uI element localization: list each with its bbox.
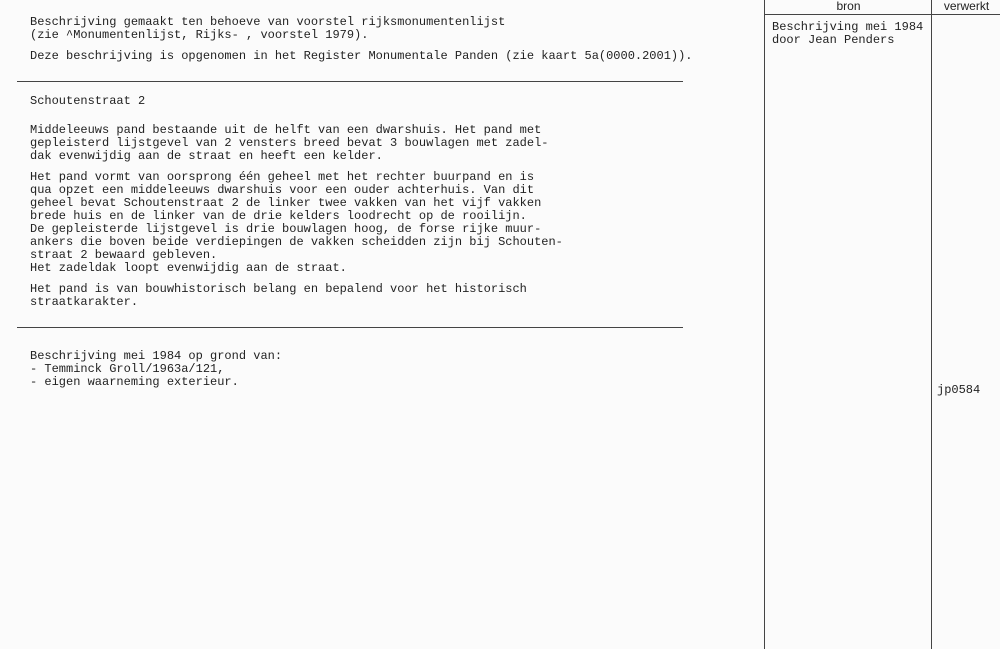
description-line: Het pand is van bouwhistorisch belang en bepalend voor het historisch — [30, 282, 527, 296]
description-line: qua opzet een middeleeuws dwarshuis voor een ouder achterhuis. Van dit — [30, 183, 535, 197]
sources-line-3: - eigen waarneming exterieur. — [30, 375, 239, 389]
bron-line-1: Beschrijving mei 1984 — [772, 20, 924, 34]
description-line: gepleisterd lijstgevel van 2 vensters breed bevat 3 bouwlagen met zadel- — [30, 136, 549, 150]
bron-line-2: door Jean Penders — [772, 33, 895, 47]
address-heading: Schoutenstraat 2 — [30, 94, 146, 108]
section-divider-1 — [17, 81, 683, 82]
description-line: De gepleisterde lijstgevel is drie bouwlagen hoog, de forse rijke muur- — [30, 222, 542, 236]
bron-column-right-rule — [931, 0, 932, 649]
section-divider-2 — [17, 327, 683, 328]
description-line: geheel bevat Schoutenstraat 2 de linker twee vakken van het vijf vakken — [30, 196, 542, 210]
verwerkt-header: verwerkt — [943, 0, 990, 13]
description-line: straat 2 bewaard gebleven. — [30, 248, 218, 262]
intro-line-2: (zie ^Monumentenlijst, Rijks- , voorstel 1979). — [30, 28, 369, 42]
description-line: Het zadeldak loopt evenwijdig aan de straat. — [30, 261, 347, 275]
description-line: ankers die boven beide verdiepingen de vakken scheidden zijn bij Schouten- — [30, 235, 563, 249]
header-rule — [764, 14, 1000, 15]
verwerkt-code: jp0584 — [937, 383, 981, 397]
sources-line-1: Beschrijving mei 1984 op grond van: — [30, 349, 283, 363]
description-line: straatkarakter. — [30, 295, 139, 309]
description-line: dak evenwijdig aan de straat en heeft een kelder. — [30, 149, 383, 163]
description-line: brede huis en de linker van de drie kelders loodrecht op de rooilijn. — [30, 209, 527, 223]
bron-column-left-rule — [764, 0, 765, 649]
intro-line-1: Beschrijving gemaakt ten behoeve van voorstel rijksmonumentenlijst — [30, 15, 506, 29]
intro-line-3: Deze beschrijving is opgenomen in het Register Monumentale Panden (zie kaart 5a(0000.2001)). — [30, 49, 693, 63]
description-line: Middeleeuws pand bestaande uit de helft van een dwarshuis. Het pand met — [30, 123, 542, 137]
description-line: Het pand vormt van oorsprong één geheel met het rechter buurpand en is — [30, 170, 535, 184]
sources-line-2: - Temminck Groll/1963a/121, — [30, 362, 225, 376]
bron-header: bron — [836, 0, 861, 13]
